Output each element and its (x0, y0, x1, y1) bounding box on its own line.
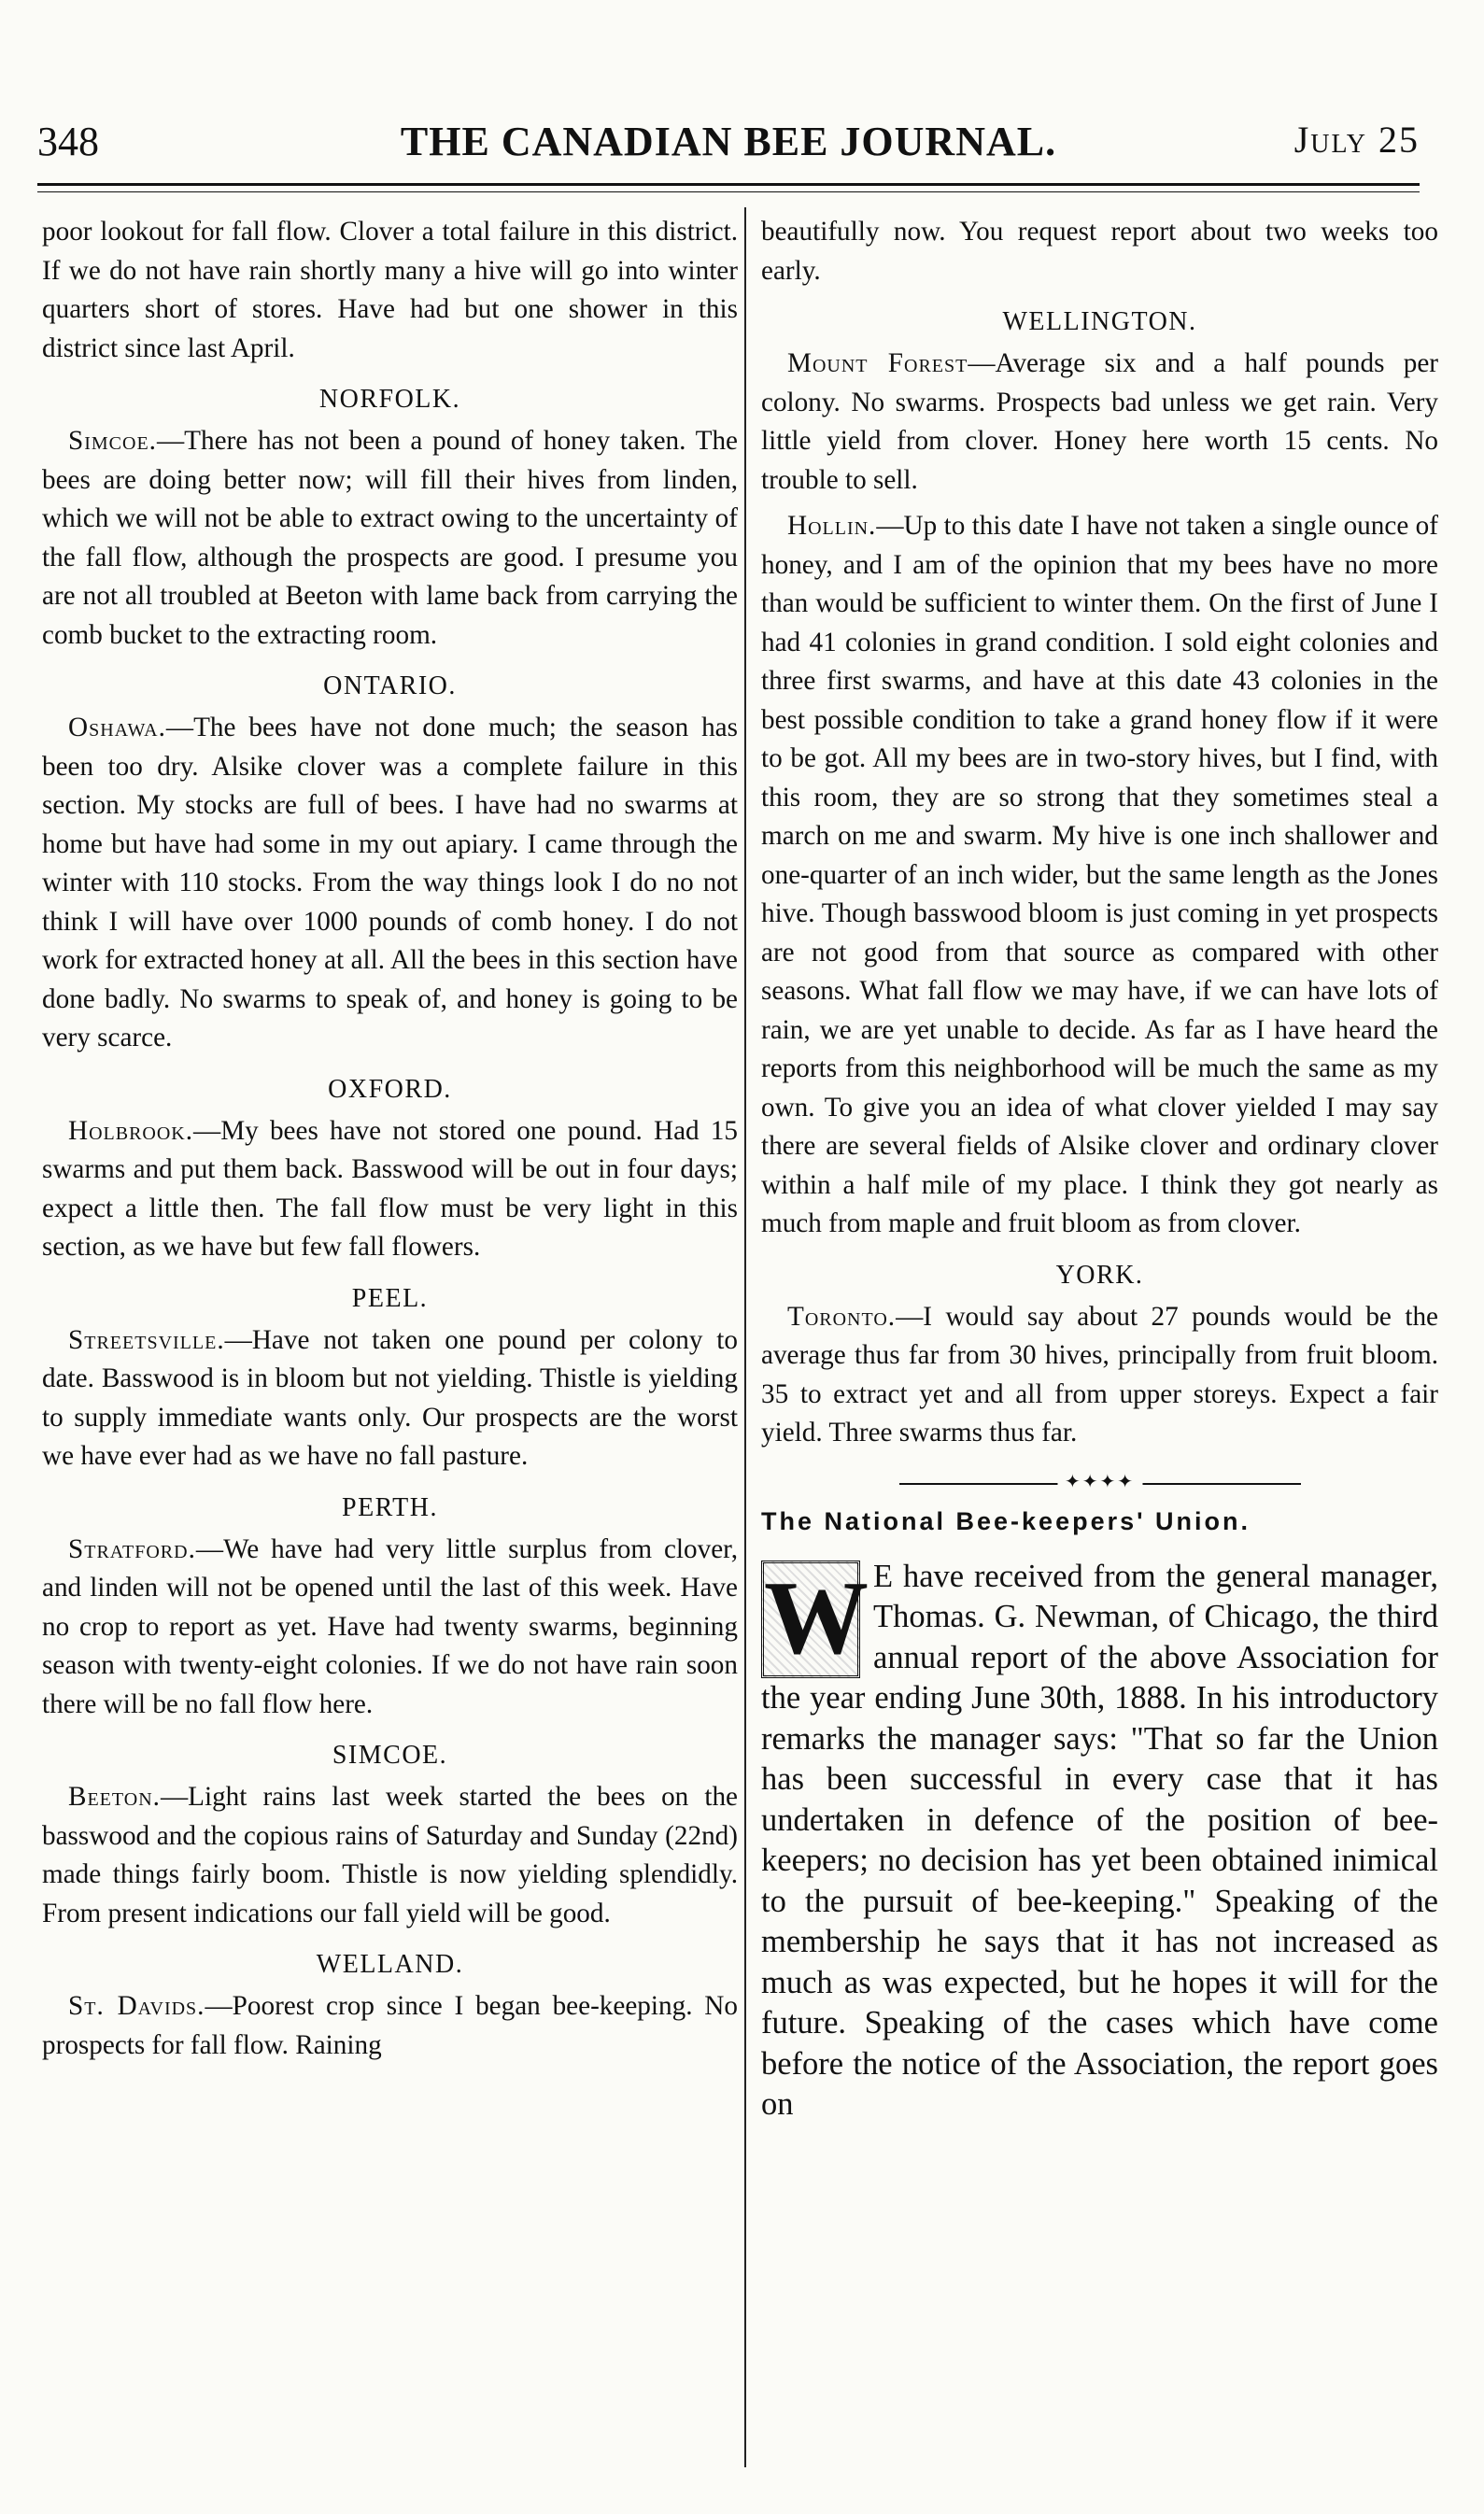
report-paragraph (42, 709, 738, 1058)
section-heading: PEEL. (351, 1283, 429, 1313)
report-place: Holbrook. (68, 1115, 194, 1146)
article-text: E have received from the general manager, Thomas. G. Newman, of Chicago, the third annual report of the above Association for the year ending June 30th, 1888. In his introductory remarks the manager says: "That so far the Union has been successful in every case that it has undertaken in defence of the position of bee-keepers; no decision has yet been obtained inimical to the pursuit of bee-keeping." Speaking of the membership he says that it has not increased as much as was expected, but he hopes it will for the future. Speaking of the cases which have come before the notice of the Association, the report goes on (761, 1558, 1438, 2122)
section-heading: WELLAND. (316, 1950, 464, 1979)
report-place: Toronto. (787, 1301, 897, 1332)
issue-date: July 25 (1293, 119, 1420, 161)
report-paragraph (42, 1987, 738, 2065)
page-number: 348 (37, 119, 99, 164)
report-text: —I would say about 27 pounds would be the average thus far from 30 hives, principally from fruit bloom. 35 to extract yet and all from upper storeys. Expect a fair yield. Three swarms thus far. (761, 1301, 1438, 1448)
report-text: —Up to this date I have not taken a single ounce of honey, and I am of the opinion that my bees have no more than would be sufficient to winter them. On the first of June I had 41 colonies in grand condition. I sold eight colonies and three first swarms, and have at this date 43 colonies in the best possible condition to take a grand honey flow if it were to be got. All my bees are in two-story hives, but I find, with this room, they are so strong that they sometimes steal a march on me and swarm. My hive is one inch shallower and one-quarter of an inch wider, but the same length as the Jones hive. Though basswood bloom is just coming in yet prospects are not good from that source as compared with other seasons. What fall flow we may have, if we can have lots of rain, we are yet unable to decide. As far as I have heard the reports from this neighborhood will be much the same as my own. To give you an idea of what clover yielded I may say there are several fields of Alsike clover and ordinary clover within a half mile of my place. I think they got nearly as much from maple and fruit bloom as from clover. (761, 511, 1438, 1238)
section-heading: NORFOLK. (318, 385, 461, 414)
continued-paragraph: beautifully now. You request report about two weeks too early. (761, 217, 1438, 286)
report-text: —Have not taken one pound per colony to date. Basswood is in bloom but not yielding. Thistle is yielding to supply immediate wants only. Our prospects are the worst we have ever had as we have no fall pasture. (42, 1324, 738, 1471)
section-heading: YORK. (1055, 1260, 1144, 1290)
report-place: Hollin. (787, 511, 877, 541)
report-text: —We have had very little surplus from clover, and linden will not be opened until the last of this week. Have no crop to report as yet. Have had twenty swarms, beginning season with twenty-eight colonies. If we do not have rain soon there will be no fall flow here. (42, 1533, 738, 1719)
article-body (761, 1557, 1438, 2126)
section-heading: PERTH. (342, 1492, 438, 1522)
section-heading: ONTARIO. (323, 671, 457, 700)
article-title: The National Bee-keepers' Union. (761, 1506, 1251, 1535)
section-ornament (899, 1471, 1301, 1492)
continued-paragraph: poor lookout for fall flow. Clover a total failure in this district. If we do not have rain shortly many a hive will go into winter quarters short of stores. Have had but one shower in this district since last April. (42, 217, 738, 363)
article-paragraph (761, 1557, 1438, 2126)
report-paragraph (42, 1778, 738, 1933)
report-text: —My bees have not stored one pound. Had 15 swarms and put them back. Basswood will be out in four days; expect a little then. The fall flow must be very light in this section, as we have but few fall flowers. (42, 1115, 738, 1262)
report-place: Beeton. (68, 1782, 161, 1812)
report-place: Stratford. (68, 1533, 196, 1564)
report-text: —There has not been a pound of honey taken. The bees are doing better now; will fill their hives from linden, which we will not be able to extract owing to the uncertainty of the fall flow, although the prospects are good. I presume you are not all troubled at Beeton with lame back from carrying the comb bucket to the extracting room. (42, 426, 738, 650)
drop-cap: W (761, 1561, 860, 1678)
report-place: Oshawa. (68, 713, 166, 742)
report-text: —Average six and a half pounds per colony. No swarms. Prospects bad unless we get rain. Very little yield from clover. Honey here worth 15 cents. No trouble to sell. (761, 348, 1438, 495)
column-divider (744, 207, 746, 2467)
report-text: —Poorest crop since I began bee-keeping. No prospects for fall flow. Raining (42, 1991, 738, 2060)
ornament-glyphs: ✦✦✦✦ (1057, 1470, 1142, 1493)
report-text: —Light rains last week started the bees on the basswood and the copious rains of Saturday and Sunday (22nd) made things fairly boom. Thistle is now yielding splendidly. From present indications our fall yield will be good. (42, 1782, 738, 1928)
report-place: Simcoe. (68, 426, 157, 456)
report-text: —The bees have not done much; the season has been too dry. Alsike clover was a complete failure in this section. My stocks are full of bees. I have had no swarms at home but have had some in my out apiary. I came through the winter with 110 stocks. From the way things look I do no not think I will have over 1000 pounds of comb honey. I do not work for extracted honey at all. All the bees in this section have done badly. No swarms to speak of, and honey is going to be very scarce. (42, 713, 738, 1052)
page-header (37, 110, 1420, 185)
report-paragraph (42, 1112, 738, 1267)
journal-title: THE CANADIAN BEE JOURNAL. (400, 119, 1057, 164)
report-paragraph (42, 1321, 738, 1476)
section-heading: SIMCOE. (332, 1741, 448, 1770)
header-rule-thin (37, 191, 1420, 192)
report-paragraph (42, 422, 738, 655)
section-heading: WELLINGTON. (1002, 307, 1197, 336)
right-column (761, 213, 1438, 2126)
report-place: Mount Forest (787, 348, 968, 378)
section-heading: OXFORD. (328, 1074, 452, 1104)
report-paragraph (761, 345, 1438, 500)
report-place: St. Davids. (68, 1991, 205, 2021)
header-rule-thick (37, 183, 1420, 186)
report-place: Streetsville. (68, 1324, 225, 1355)
report-paragraph (761, 507, 1438, 1244)
report-paragraph (761, 1298, 1438, 1453)
left-column (42, 213, 738, 2065)
report-paragraph (42, 1531, 738, 1725)
